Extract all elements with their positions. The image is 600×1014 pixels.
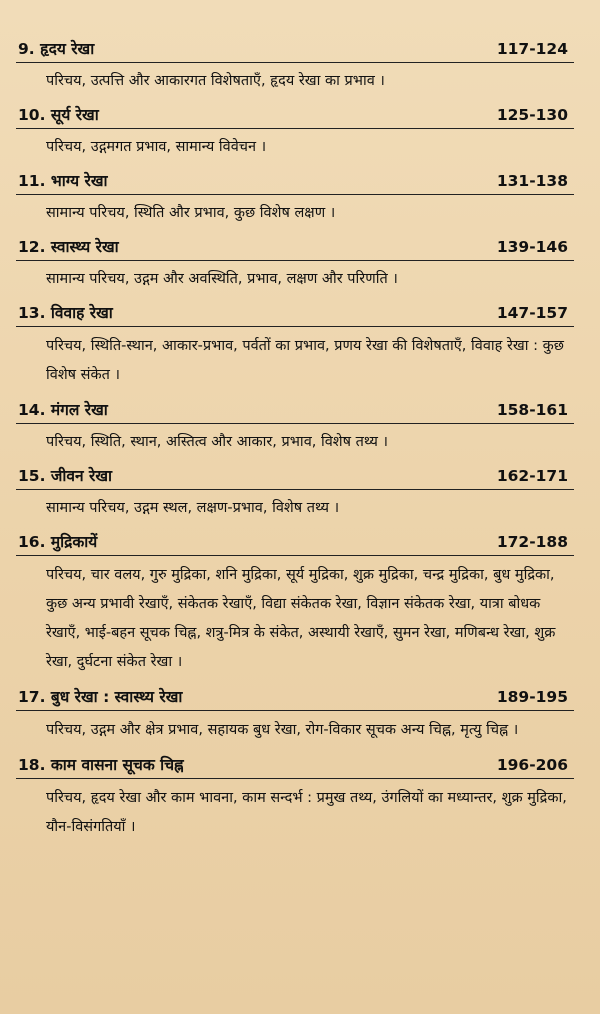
- entry-heading: [16, 399, 574, 424]
- entry-description: सामान्य परिचय, उद्गम और अवस्थिति, प्रभाव, लक्षण और परिणति ।: [46, 271, 398, 287]
- toc-entry-17: [16, 686, 574, 754]
- entry-heading: [16, 465, 574, 490]
- entry-heading: [16, 170, 574, 195]
- entry-title: 17. बुध रेखा : स्वास्थ्य रेखा: [18, 688, 183, 706]
- entry-description: परिचय, चार वलय, गुरु मुद्रिका, शनि मुद्रिका, सूर्य मुद्रिका, शुक्र मुद्रिका, चन्द्र मुद्रिका, बुध मुद्रिका, कुछ अन्य प्रभावी रेखाएँ, संकेतक रेखाएँ, विद्या संकेतक रेखा, विज्ञान संकेतक रेखा, यात्रा बोधक रेखाएँ, भाई-बहन सूचक चिह्न, शत्रु-मित्र के संकेत, अस्थायी रेखाएँ, सुमन रेखा, मणिबन्ध रेखा, शुक्र रेखा, दुर्घटना संकेत रेखा ।: [46, 567, 556, 670]
- entry-description: सामान्य परिचय, स्थिति और प्रभाव, कुछ विशेष लक्षण ।: [46, 205, 336, 221]
- entry-page-range: 131-138: [496, 172, 568, 190]
- entry-page-range: 117-124: [496, 40, 568, 58]
- entry-page-range: 147-157: [496, 304, 568, 322]
- entry-title: 11. भाग्य रेखा: [18, 172, 108, 190]
- entry-title: 15. जीवन रेखा: [18, 467, 113, 485]
- entry-description: सामान्य परिचय, उद्गम स्थल, लक्षण-प्रभाव, विशेष तथ्य ।: [46, 500, 340, 516]
- entry-description: परिचय, उद्गम और क्षेत्र प्रभाव, सहायक बुध रेखा, रोग-विकार सूचक अन्य चिह्न, मृत्यु चिह्न ।: [46, 722, 519, 738]
- entry-title: 9. हृदय रेखा: [18, 40, 95, 58]
- entry-title: 18. काम वासना सूचक चिह्न: [18, 756, 184, 774]
- entry-heading: [16, 302, 574, 327]
- entry-description: परिचय, उद्गमगत प्रभाव, सामान्य विवेचन ।: [46, 139, 267, 155]
- entry-title: 14. मंगल रेखा: [18, 401, 108, 419]
- entry-page-range: 189-195: [496, 688, 568, 706]
- entry-heading: [16, 531, 574, 556]
- entry-page-range: 162-171: [496, 467, 568, 485]
- entry-heading: [16, 754, 574, 779]
- entry-heading: [16, 236, 574, 261]
- toc-entry-10: [16, 104, 574, 170]
- entry-page-range: 158-161: [496, 401, 568, 419]
- toc-entry-18: [16, 754, 574, 851]
- entry-heading: [16, 104, 574, 129]
- entry-title: 12. स्वास्थ्य रेखा: [18, 238, 119, 256]
- toc-entry-14: [16, 399, 574, 465]
- entry-title: 13. विवाह रेखा: [18, 304, 113, 322]
- toc-entry-16: [16, 531, 574, 686]
- entry-description: परिचय, हृदय रेखा और काम भावना, काम सन्दर्भ : प्रमुख तथ्य, उंगलियों का मध्यान्तर, शुक्र मुद्रिका, यौन-विसंगतियाँ ।: [46, 790, 567, 835]
- entry-heading: [16, 686, 574, 711]
- entry-page-range: 172-188: [496, 533, 568, 551]
- toc-entry-12: [16, 236, 574, 302]
- entry-page-range: 139-146: [496, 238, 568, 256]
- entry-title: 10. सूर्य रेखा: [18, 106, 99, 124]
- entry-page-range: 125-130: [496, 106, 568, 124]
- entry-heading: [16, 38, 574, 63]
- entry-description: परिचय, स्थिति, स्थान, अस्तित्व और आकार, प्रभाव, विशेष तथ्य ।: [46, 434, 389, 450]
- toc-entry-11: [16, 170, 574, 236]
- entry-description: परिचय, उत्पत्ति और आकारगत विशेषताएँ, हृदय रेखा का प्रभाव ।: [46, 73, 385, 89]
- toc-entry-15: [16, 465, 574, 531]
- entry-title: 16. मुद्रिकायें: [18, 533, 98, 551]
- toc-entry-13: [16, 302, 574, 399]
- entry-description: परिचय, स्थिति-स्थान, आकार-प्रभाव, पर्वतों का प्रभाव, प्रणय रेखा की विशेषताएँ, विवाह रेखा : कुछ विशेष संकेत ।: [46, 338, 564, 383]
- entry-page-range: 196-206: [496, 756, 568, 774]
- toc-entry-9: [16, 38, 574, 104]
